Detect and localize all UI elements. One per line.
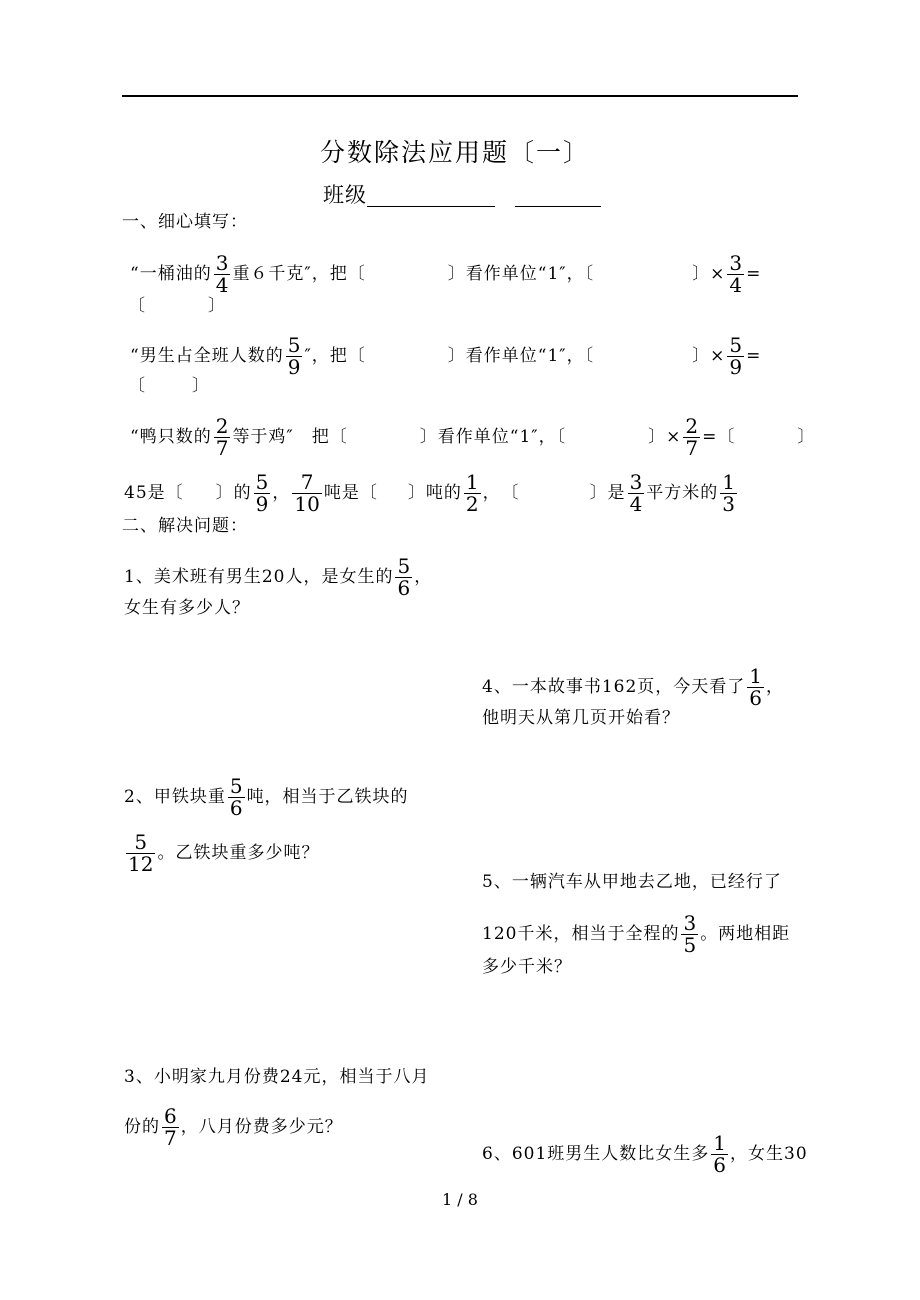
fraction: $\frac{3}{4}$ — [215, 251, 229, 297]
fill-question-2-answer: 〔 〕 — [128, 376, 210, 396]
problem-3-line2: 份的 $\frac{6}{7}$ ，八月份费多少元？ — [124, 1104, 343, 1150]
section1-heading: 一、细心填写： — [122, 212, 248, 232]
problem-2-line2: $\frac{5}{12}$ 。乙铁块重多少吨？ — [128, 830, 320, 876]
fraction: $\frac{6}{7}$ — [164, 1104, 177, 1150]
fraction: $\frac{5}{9}$ — [287, 333, 301, 379]
fraction: $\frac{1}{6}$ — [749, 664, 762, 710]
fill-question-1-answer: 〔 〕 — [128, 296, 226, 316]
fraction: $\frac{1}{3}$ — [722, 470, 736, 516]
fraction: $\frac{5}{6}$ — [229, 774, 243, 820]
fraction: $\frac{2}{7}$ — [215, 414, 229, 460]
fill-question-2: “男生占全班人数的 $\frac{5}{9}$ ″，把〔 〕看作单位“1″，〔 〕× $\frac{5}{9}$ = — [130, 333, 762, 379]
section2-heading: 二、解决问题： — [122, 516, 248, 536]
fraction: $\frac{5}{6}$ — [397, 554, 411, 600]
class-label: 班级 — [323, 183, 367, 207]
page-title: 分数除法应用题〔一〕 — [320, 138, 591, 167]
fraction: $\frac{7}{10}$ — [294, 470, 320, 516]
name-blank[interactable] — [515, 206, 601, 207]
problem-5-line3: 多少千米？ — [482, 957, 572, 977]
problem-4: 4、一本故事书162页，今天看了 $\frac{1}{6}$ ， — [482, 664, 784, 710]
header-rule — [122, 95, 798, 97]
problem-2: 2、甲铁块重 $\frac{5}{6}$ 吨，相当于乙铁块的 — [124, 774, 409, 820]
problem-4-line2: 他明天从第几页开始看？ — [482, 708, 680, 728]
class-field — [323, 183, 601, 207]
fraction: $\frac{1}{6}$ — [713, 1131, 726, 1177]
fraction: $\frac{5}{9}$ — [255, 470, 269, 516]
fraction: $\frac{2}{7}$ — [685, 414, 699, 460]
fraction: $\frac{3}{4}$ — [729, 251, 743, 297]
problem-3: 3、小明家九月份费24元，相当于八月 — [124, 1067, 430, 1087]
problem-5: 5、一辆汽车从甲地去乙地，已经行了 — [482, 872, 782, 892]
page-number: 1 / 8 — [442, 1190, 478, 1209]
fraction: $\frac{5}{9}$ — [729, 333, 743, 379]
problem-1-line2: 女生有多少人？ — [124, 598, 250, 618]
fill-question-3: “鸭只数的 $\frac{2}{7}$ 等于鸡″ 把〔 〕看作单位“1″，〔 〕× $\frac{2}{7}$ =〔 〕 — [130, 414, 816, 460]
problem-1: 1、美术班有男生20人，是女生的 $\frac{5}{6}$ ， — [124, 554, 433, 600]
problem-6: 6、601班男生人数比女生多 $\frac{1}{6}$ ，女生30 — [482, 1131, 808, 1177]
fraction: $\frac{3}{5}$ — [683, 911, 697, 957]
fill-question-4: 45是〔 〕的 $\frac{5}{9}$ ， $\frac{7}{10}$ 吨是〔 〕吨的 $\frac{1}{2}$ ， 〔 〕是 $\frac{3}{4}$ 平方米的 $\frac{1}{3}$ — [124, 470, 736, 516]
fraction: $\frac{3}{4}$ — [629, 470, 643, 516]
class-blank[interactable] — [367, 206, 495, 207]
fraction: $\frac{5}{12}$ — [128, 830, 154, 876]
fill-question-1: “一桶油的 $\frac{3}{4}$ 重６千克″，把〔 〕看作单位“1″，〔 〕× $\frac{3}{4}$ = — [130, 251, 762, 297]
problem-5-line2: 120千米，相当于全程的 $\frac{3}{5}$ 。两地相距 — [482, 911, 791, 957]
fraction: $\frac{1}{2}$ — [465, 470, 479, 516]
